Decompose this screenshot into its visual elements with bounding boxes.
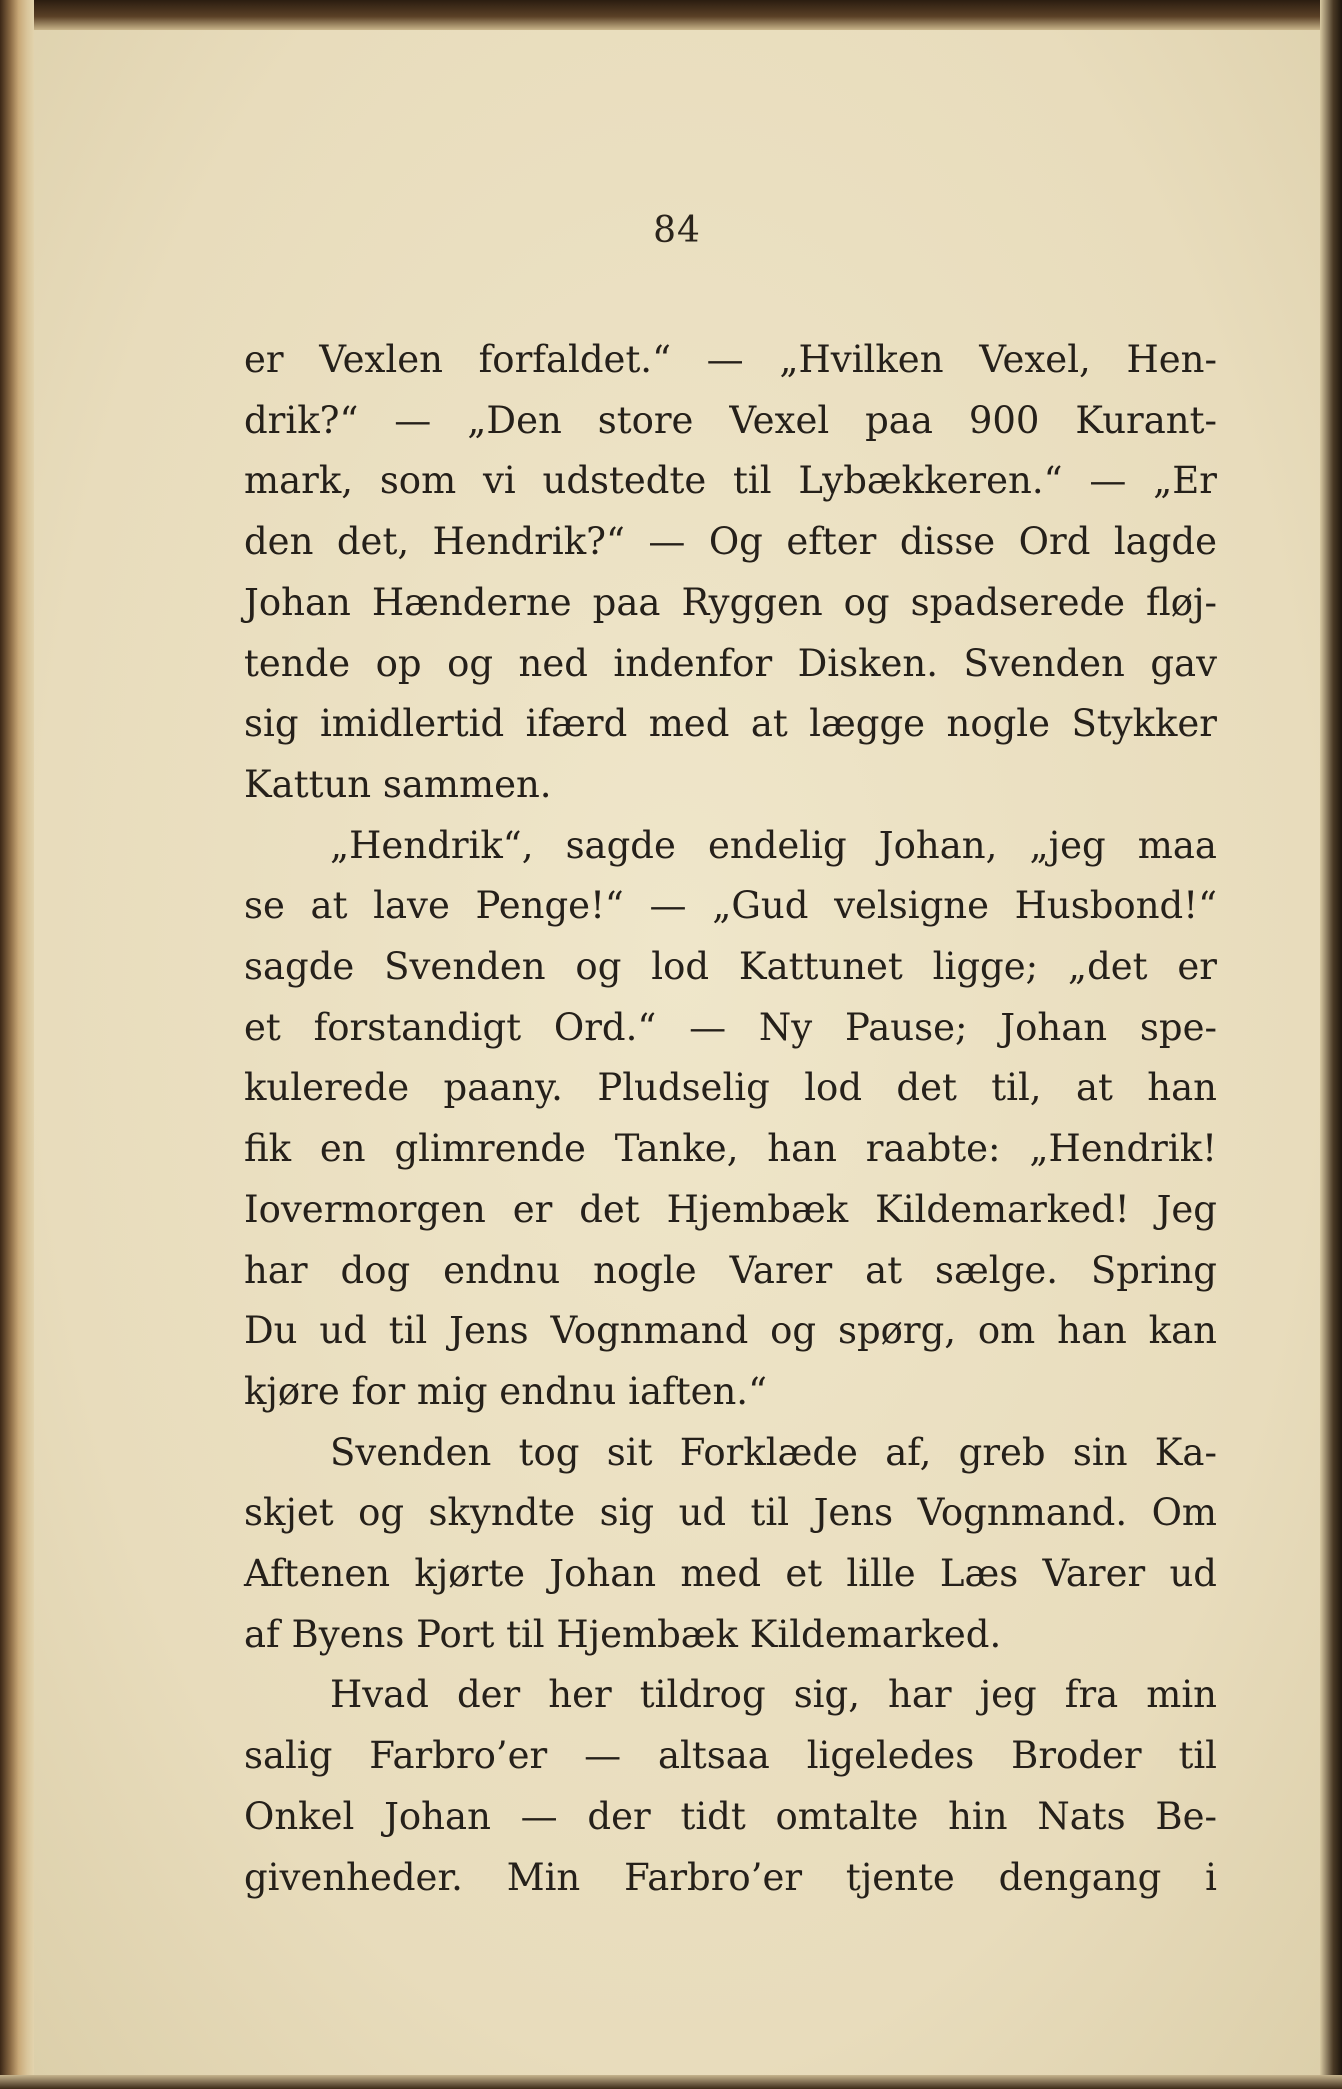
- scan-bottom-edge: [0, 2075, 1342, 2089]
- text-line: Onkel Johan — der tidt omtalte hin Nats Be-: [244, 1794, 1217, 1838]
- text-line: Svenden tog sit Forklæde af, greb sin Ka-: [330, 1430, 1217, 1474]
- text-line: fik en glimrende Tanke, han raabte: „Hendrik!: [244, 1127, 1217, 1171]
- text-line: Hvad der her tildrog sig, har jeg fra min: [330, 1673, 1217, 1717]
- text-line: af Byens Port til Hjembæk Kildemarked.: [244, 1612, 1002, 1656]
- text-line: skjet og skyndte sig ud til Jens Vognmand. Om: [244, 1491, 1217, 1535]
- paragraph-4: [244, 1665, 1217, 1908]
- text-line: mark, som vi udstedte til Lybækkeren.“ — „Er: [244, 459, 1217, 503]
- text-line: den det, Hendrik?“ — Og efter disse Ord lagde: [244, 520, 1217, 564]
- scan-top-edge: [0, 0, 1342, 30]
- paragraph-2: [244, 816, 1217, 1423]
- paragraph-1: [244, 330, 1217, 816]
- scan-right-edge: [1320, 0, 1342, 2089]
- text-line: Johan Hænderne paa Ryggen og spadserede fløj-: [244, 580, 1217, 624]
- text-line: sagde Svenden og lod Kattunet ligge; „det er: [244, 945, 1217, 989]
- text-line: har dog endnu nogle Varer at sælge. Spring: [244, 1248, 1217, 1292]
- text-line: tende op og ned indenfor Disken. Svenden gav: [244, 641, 1217, 685]
- text-line: se at lave Penge!“ — „Gud velsigne Husbond!“: [244, 884, 1217, 928]
- text-line: et forstandigt Ord.“ — Ny Pause; Johan spe-: [244, 1005, 1217, 1049]
- text-line: Aftenen kjørte Johan med et lille Læs Varer ud: [244, 1552, 1217, 1596]
- text-line: Du ud til Jens Vognmand og spørg, om han kan: [244, 1309, 1217, 1353]
- text-line: kulerede paany. Pludselig lod det til, at han: [244, 1066, 1217, 1110]
- text-line: kjøre for mig endnu iaften.“: [244, 1369, 767, 1413]
- book-spine-edge: [0, 0, 34, 2089]
- body-text: [244, 330, 1217, 1908]
- text-line: drik?“ — „Den store Vexel paa 900 Kurant-: [244, 398, 1217, 442]
- text-line: er Vexlen forfaldet.“ — „Hvilken Vexel, Hen-: [244, 338, 1217, 381]
- text-line: givenheder. Min Farbro’er tjente dengang i: [244, 1855, 1217, 1899]
- text-line: Iovermorgen er det Hjembæk Kildemarked! Jeg: [244, 1187, 1217, 1231]
- page-number: 84: [653, 210, 701, 251]
- text-line: „Hendrik“, sagde endelig Johan, „jeg maa: [330, 823, 1217, 867]
- paragraph-3: [244, 1423, 1217, 1666]
- text-line: salig Farbro’er — altsaa ligeledes Broder til: [244, 1734, 1217, 1778]
- text-line: Kattun sammen.: [244, 762, 552, 806]
- text-line: sig imidlertid ifærd med at lægge nogle Stykker: [244, 702, 1217, 746]
- book-page: [34, 30, 1320, 2075]
